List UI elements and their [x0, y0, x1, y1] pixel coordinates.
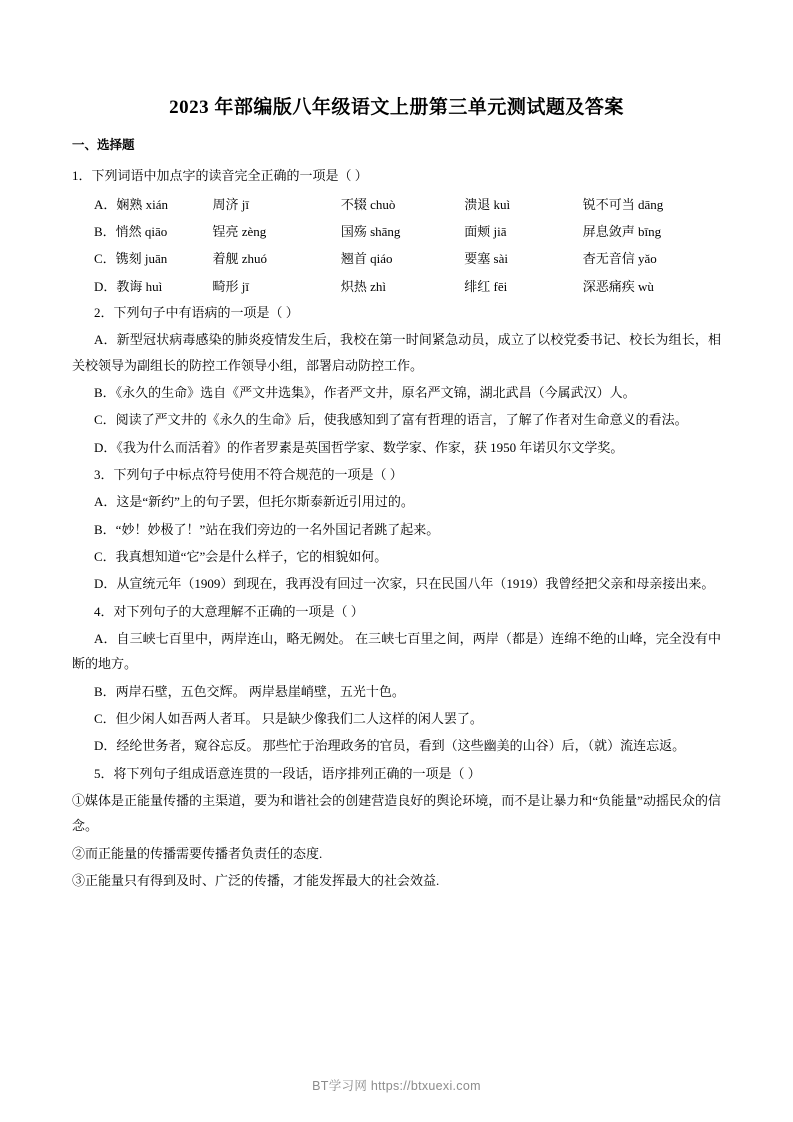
- option-d-item-2: 畸形 jī: [212, 278, 249, 294]
- option-a-item-4: 溃退 kuì: [464, 196, 511, 212]
- question-2-option-b: B．《永久的生命》选自《严文井选集》，作者严文井，原名严文锦，湖北武昌（今属武汉）人。: [94, 384, 636, 400]
- question-2-option-a: A．新型冠状病毒感染的肺炎疫情发生后，我校在第一时间紧急动员，成立了以校党委书记、校长为组长，相关校领导为副组长的防控工作领导小组，部署启动防控工作。: [72, 332, 721, 373]
- page-title: 2023 年部编版八年级语文上册第三单元测试题及答案: [169, 97, 624, 118]
- option-a-item-5: 锐不可当 dāng: [582, 196, 664, 212]
- option-a-item-2: 周济 jī: [212, 196, 249, 212]
- question-4-option-b: B．两岸石壁，五色交辉。 两岸悬崖峭壁，五光十色。: [94, 683, 405, 699]
- question-4-option-d: D．经纶世务者，窥谷忘反。 那些忙于治理政务的官员，看到（这些幽美的山谷）后，（就）流连忘返。: [94, 738, 686, 754]
- option-b-item-2: 锃亮 zèng: [212, 223, 267, 239]
- footer-watermark: BT学习网 https://btxuexi.com: [312, 1079, 481, 1093]
- option-b-item-4: 面颊 jiā: [464, 223, 507, 239]
- question-4-option-a: A．自三峡七百里中，两岸连山，略无阙处。 在三峡七百里之间，两岸（都是）连绵不绝的山峰，完全没有中断的地方。: [72, 631, 721, 672]
- option-c-item-4: 要塞 sài: [464, 251, 508, 267]
- question-1-option-row-d: [72, 273, 721, 300]
- option-c-item-2: 着舰 zhuó: [212, 251, 268, 267]
- question-3-stem: 3．下列句子中标点符号使用不符合规范的一项是（ ）: [94, 466, 403, 482]
- question-4-stem: 4．对下列句子的大意理解不正确的一项是（ ）: [94, 603, 364, 619]
- option-b-item-5: 屏息敛声 bīng: [582, 223, 662, 239]
- question-5-stem: 5．将下列句子组成语意连贯的一段话，语序排列正确的一项是（ ）: [94, 765, 481, 781]
- question-3-option-a: A．这是“新约”上的句子罢，但托尔斯泰新近引用过的。: [94, 494, 414, 510]
- option-d-item-5: 深恶痛疾 wù: [582, 278, 654, 294]
- option-d-item-1: D．教诲 huì: [94, 278, 163, 294]
- question-5-item-2: ②而正能量的传播需要传播者负责任的态度.: [72, 845, 323, 861]
- question-1-option-row-c: [72, 245, 721, 272]
- section-heading: 一、选择题: [72, 137, 135, 152]
- question-5-item-3: ③正能量只有得到及时、广泛的传播，才能发挥最大的社会效益.: [72, 873, 440, 889]
- option-c-item-5: 杳无音信 yǎo: [582, 251, 657, 267]
- question-2-stem: 2．下列句子中有语病的一项是（ ）: [94, 304, 299, 320]
- question-1-option-row-b: [72, 218, 721, 245]
- option-b-item-3: 国殇 shāng: [340, 223, 401, 239]
- question-2-option-d: D．《我为什么而活着》的作者罗素是英国哲学家、数学家、作家，获 1950 年诺贝尔文学奖。: [94, 439, 624, 455]
- question-3-option-c: C．我真想知道“它”会是什么样子，它的相貌如何。: [94, 548, 388, 564]
- question-4-option-c: C．但少闲人如吾两人者耳。 只是缺少像我们二人这样的闲人罢了。: [94, 711, 483, 727]
- option-a-item-3: 不辍 chuò: [340, 196, 396, 212]
- option-a-item-1: A．娴熟 xián: [94, 196, 169, 212]
- question-5-item-1: ①媒体是正能量传播的主渠道，要为和谐社会的创建营造良好的舆论环境，而不是让暴力和“负能量”动摇民众的信念。: [72, 793, 721, 834]
- option-b-item-1: B．悄然 qiāo: [94, 223, 168, 239]
- option-d-item-4: 绯红 fēi: [464, 278, 508, 294]
- option-c-item-3: 翘首 qiáo: [340, 251, 393, 267]
- question-3-option-b: B．“妙！妙极了！”站在我们旁边的一名外国记者跳了起来。: [94, 521, 440, 537]
- option-c-item-1: C．镌刻 juān: [94, 251, 168, 267]
- question-3-option-d: D．从宣统元年（1909）到现在，我再没有回过一次家，只在民国八年（1919）我曾经把父亲和母亲接出来。: [94, 576, 715, 592]
- option-d-item-3: 炽热 zhì: [340, 278, 386, 294]
- question-1-option-row-a: [72, 191, 721, 218]
- question-2-option-c: C．阅读了严文井的《永久的生命》后，使我感知到了富有哲理的语言，了解了作者对生命意义的看法。: [94, 412, 688, 428]
- question-1-stem: 1．下列词语中加点字的读音完全正确的一项是（ ）: [72, 168, 368, 184]
